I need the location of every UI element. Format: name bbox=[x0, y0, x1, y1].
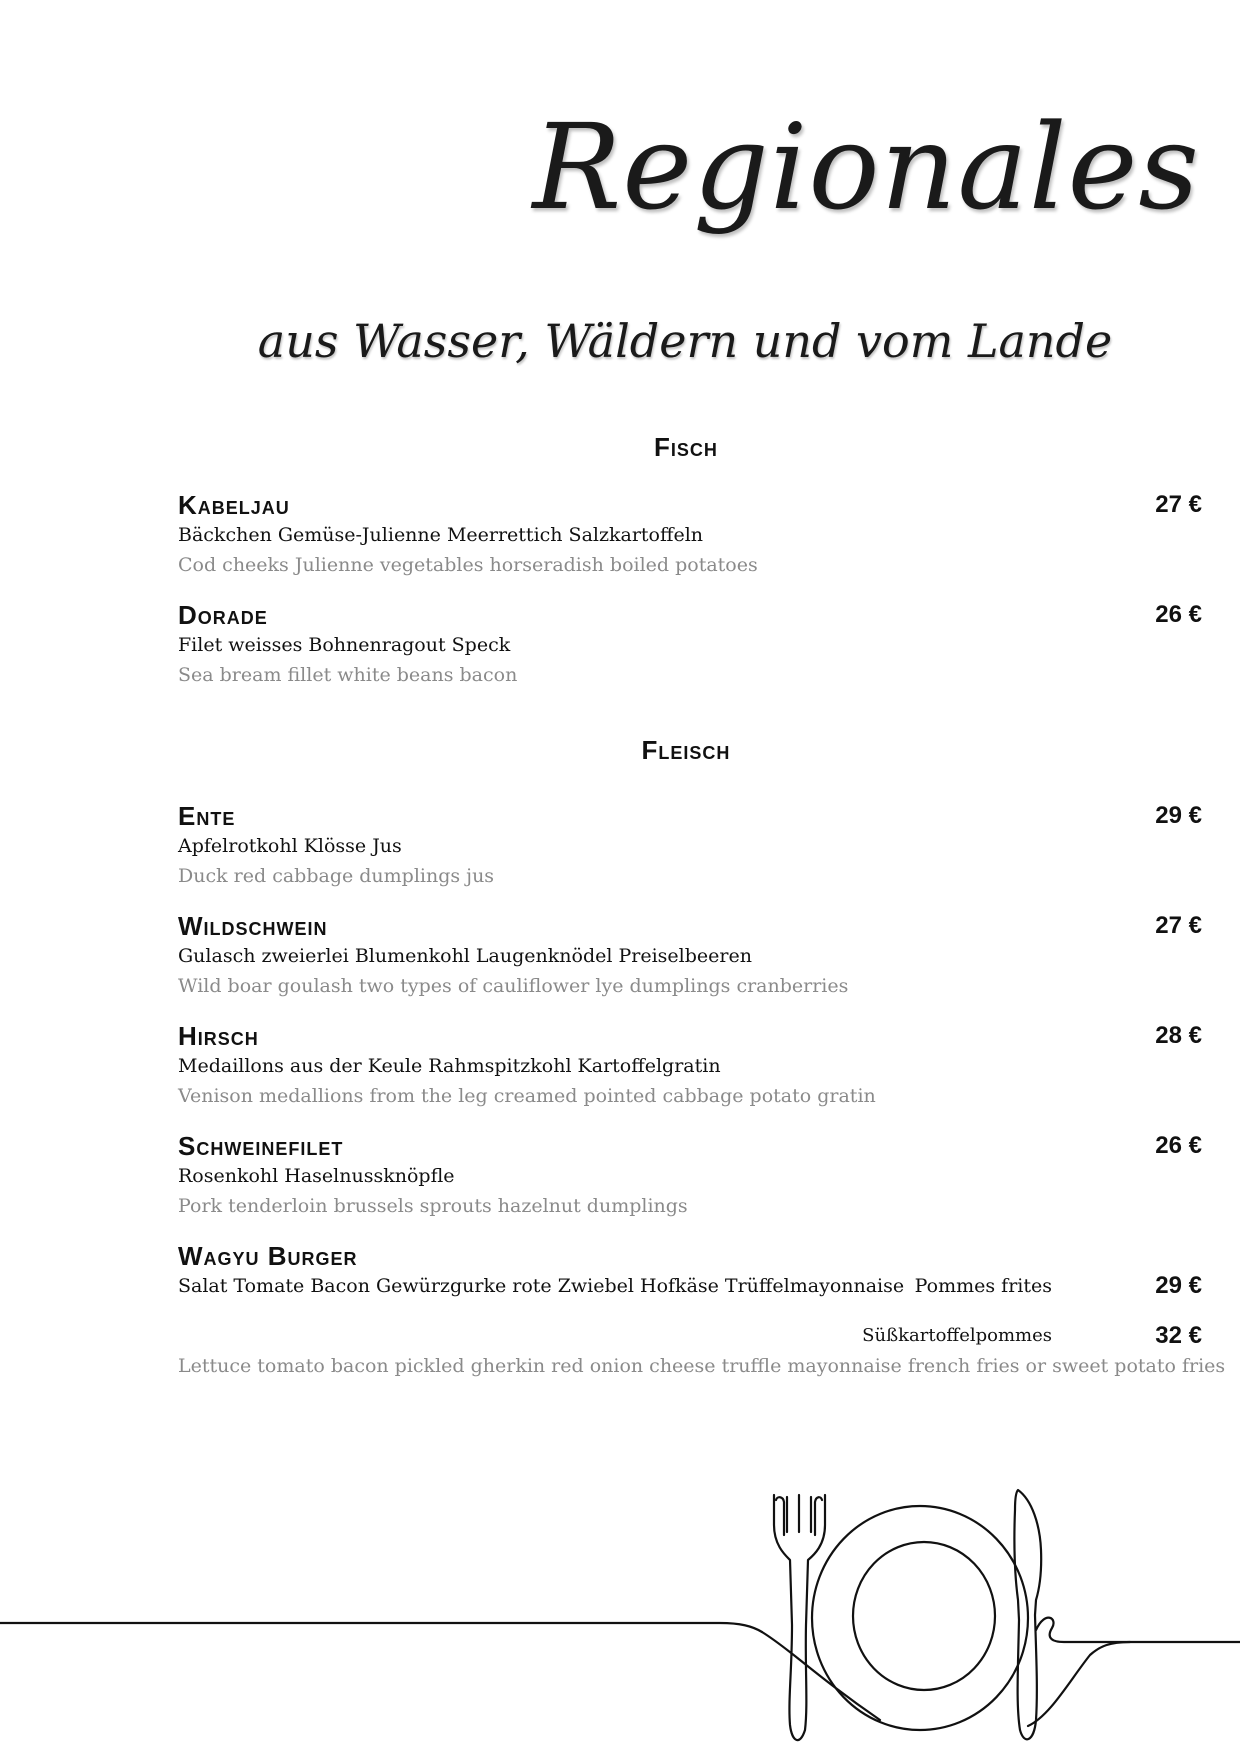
dish-description-de: Salat Tomate Bacon Gewürzgurke rote Zwiebel Hofkäse Trüffelmayonnaise bbox=[178, 1275, 905, 1297]
wagyu-burger-option-suesskartoffel bbox=[178, 1321, 1202, 1351]
dish-description-de: Filet weisses Bohnenragout Speck bbox=[178, 634, 511, 656]
dish-name: Wildschwein bbox=[178, 911, 328, 941]
dish-name: Schweinefilet bbox=[178, 1131, 344, 1161]
menu-item-schweinefilet bbox=[178, 1131, 1202, 1221]
dish-description-de: Bäckchen Gemüse-Julienne Meerrettich Salzkartoffeln bbox=[178, 524, 704, 546]
menu-item-hirsch bbox=[178, 1021, 1202, 1111]
dish-name: Ente bbox=[178, 801, 236, 831]
dish-description-de: Gulasch zweierlei Blumenkohl Laugenknödel Preiselbeeren bbox=[178, 945, 752, 967]
dish-description-de: Apfelrotkohl Klösse Jus bbox=[178, 835, 402, 857]
dish-name: Hirsch bbox=[178, 1021, 259, 1051]
dish-price: 27 € bbox=[1155, 912, 1202, 939]
menu-item-ente bbox=[178, 801, 1202, 891]
dish-description-en: Duck red cabbage dumplings jus bbox=[178, 865, 495, 887]
dish-price: 26 € bbox=[1155, 601, 1202, 628]
dish-price: 29 € bbox=[1155, 802, 1202, 829]
side-option-label: Pommes frites bbox=[914, 1275, 1052, 1297]
dish-price: 28 € bbox=[1155, 1022, 1202, 1049]
page-title: Regionales bbox=[532, 98, 1200, 236]
section-heading-fleisch: Fleisch bbox=[641, 735, 731, 765]
dish-description-en: Sea bream fillet white beans bacon bbox=[178, 664, 518, 686]
menu-item-dorade bbox=[178, 600, 1202, 690]
dish-price: 29 € bbox=[1155, 1272, 1202, 1299]
section-heading-fisch: Fisch bbox=[654, 432, 718, 462]
plate-fork-knife-icon bbox=[0, 1480, 1240, 1754]
dish-description-de: Rosenkohl Haselnussknöpfle bbox=[178, 1165, 455, 1187]
dish-description-en: Lettuce tomato bacon pickled gherkin red onion cheese truffle mayonnaise french fries or sweet potato fries bbox=[178, 1355, 1226, 1377]
dish-description-de: Medaillons aus der Keule Rahmspitzkohl Kartoffelgratin bbox=[178, 1055, 721, 1077]
page-subtitle: aus Wasser, Wäldern und vom Lande bbox=[257, 314, 1113, 368]
dish-price: 26 € bbox=[1155, 1132, 1202, 1159]
dish-name: Dorade bbox=[178, 600, 268, 630]
dish-description-en: Venison medallions from the leg creamed pointed cabbage potato gratin bbox=[178, 1085, 876, 1107]
dish-description-en: Cod cheeks Julienne vegetables horseradish boiled potatoes bbox=[178, 554, 758, 576]
dish-description-en: Wild boar goulash two types of cauliflower lye dumplings cranberries bbox=[178, 975, 849, 997]
menu-item-wagyu-burger bbox=[178, 1241, 1202, 1271]
dish-description-en: Pork tenderloin brussels sprouts hazelnut dumplings bbox=[178, 1195, 688, 1217]
dish-price: 27 € bbox=[1155, 491, 1202, 518]
wagyu-burger-option-pommes bbox=[178, 1271, 1202, 1301]
dish-name: Wagyu Burger bbox=[178, 1241, 358, 1271]
side-option-label: Süßkartoffelpommes bbox=[862, 1325, 1052, 1346]
menu-item-wildschwein bbox=[178, 911, 1202, 1001]
menu-item-kabeljau bbox=[178, 490, 1202, 580]
dish-price: 32 € bbox=[1155, 1322, 1202, 1349]
dish-name: Kabeljau bbox=[178, 490, 290, 520]
wagyu-burger-english bbox=[178, 1351, 1226, 1381]
